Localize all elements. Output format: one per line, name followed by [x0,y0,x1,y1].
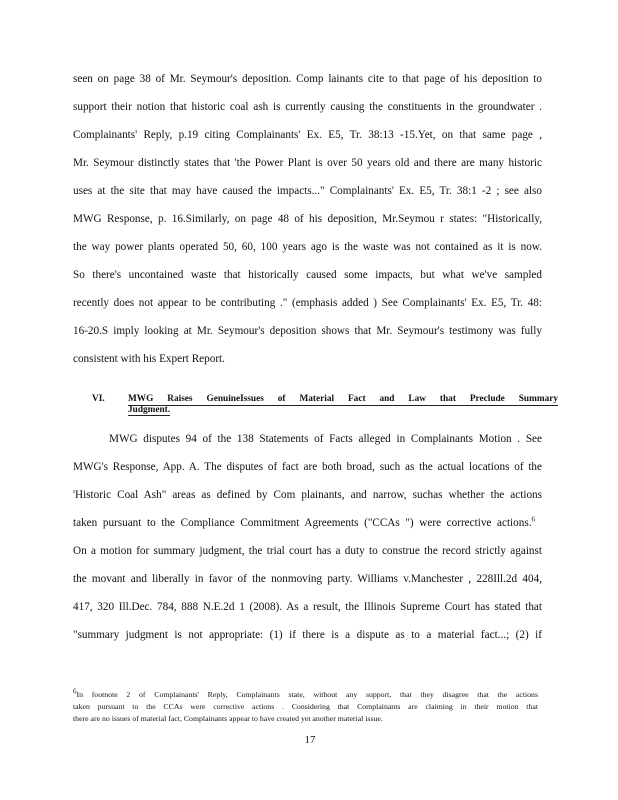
section-number: VI. [92,394,105,404]
page-number: 17 [304,734,316,746]
section-title-line-1: MWG Raises GenuineIssues of Material Fact and Law that Preclude Summary [128,394,558,404]
paragraph-1-line: Mr. Seymour distinctly states that 'the Power Plant is over 50 years old and there are many historic [73,157,542,169]
footnote-line: there are no issues of material fact, Complainants appear to have created yet another material issue. [73,714,383,723]
paragraph-2-line: On a motion for summary judgment, the trial court has a duty to construe the record strictly against [73,545,542,557]
paragraph-1-line: Complainants' Reply, p.19 citing Complainants' Ex. E5, Tr. 38:13 -15.Yet, on that same page , [73,129,542,141]
paragraph-1-line: seen on page 38 of Mr. Seymour's deposition. Comp lainants cite to that page of his deposition to [73,73,542,85]
paragraph-1-line: recently does not appear to be contributing ." (emphasis added ) See Complainants' Ex. E5, Tr. 48: [73,297,542,309]
paragraph-1-line: the way power plants operated 50, 60, 100 years ago is the waste was not contained as it is now. [73,241,542,253]
paragraph-1-line: MWG Response, p. 16.Similarly, on page 48 of his deposition, Mr.Seymou r states: "Historically, [73,213,542,225]
paragraph-2-line: the movant and liberally in favor of the nonmoving party. Williams v.Manchester , 228Ill.2d 404, [73,573,542,585]
footnote-line [73,687,538,700]
paragraph-1-line: 16-20.S imply looking at Mr. Seymour's deposition shows that Mr. Seymour's testimony was fully [73,325,542,337]
paragraph-1-line: consistent with his Expert Report. [73,353,225,365]
paragraph-1-line: uses at the site that may have caused the impacts..." Complainants' Ex. E5, Tr. 38:1 -2 ; see also [73,185,542,197]
paragraph-2-line: MWG's Response, App. A. The disputes of fact are both broad, such as the actual locations of the [73,461,542,473]
paragraph-2-line [73,516,535,530]
footnote-text: In footnote 2 of Complainants' Reply, Complainants state, without any support, that they disagree that the actions [76,690,538,699]
section-title-line-2: Judgment. [128,405,171,415]
footnote-marker: 6 [73,687,77,696]
paragraph-1-line: support their notion that historic coal ash is currently causing the constituents in the groundwater . [73,101,542,113]
paragraph-2-text: taken pursuant to the Compliance Commitment Agreements ("CCAs ") were corrective actions. [73,517,532,529]
paragraph-2-line: "summary judgment is not appropriate: (1) if there is a dispute as to a material fact...; (2) if [73,629,542,641]
paragraph-1-line: So there's uncontained waste that historically caused some impacts, but what we've sampled [73,269,542,281]
paragraph-2-line: 417, 320 Ill.Dec. 784, 888 N.E.2d 1 (2008). As a result, the Illinois Supreme Court has stated that [73,601,542,613]
paragraph-2-line: 'Historic Coal Ash" areas as defined by Com plainants, and narrow, suchas whether the actions [73,489,542,501]
footnote-line: taken pursuant to the CCAs were corrective actions . Considering that Complainants are claiming in their motion that [73,702,538,711]
paragraph-2-line: MWG disputes 94 of the 138 Statements of Facts alleged in Complainants Motion . See [109,433,542,445]
footnote-reference: 6 [531,515,535,524]
